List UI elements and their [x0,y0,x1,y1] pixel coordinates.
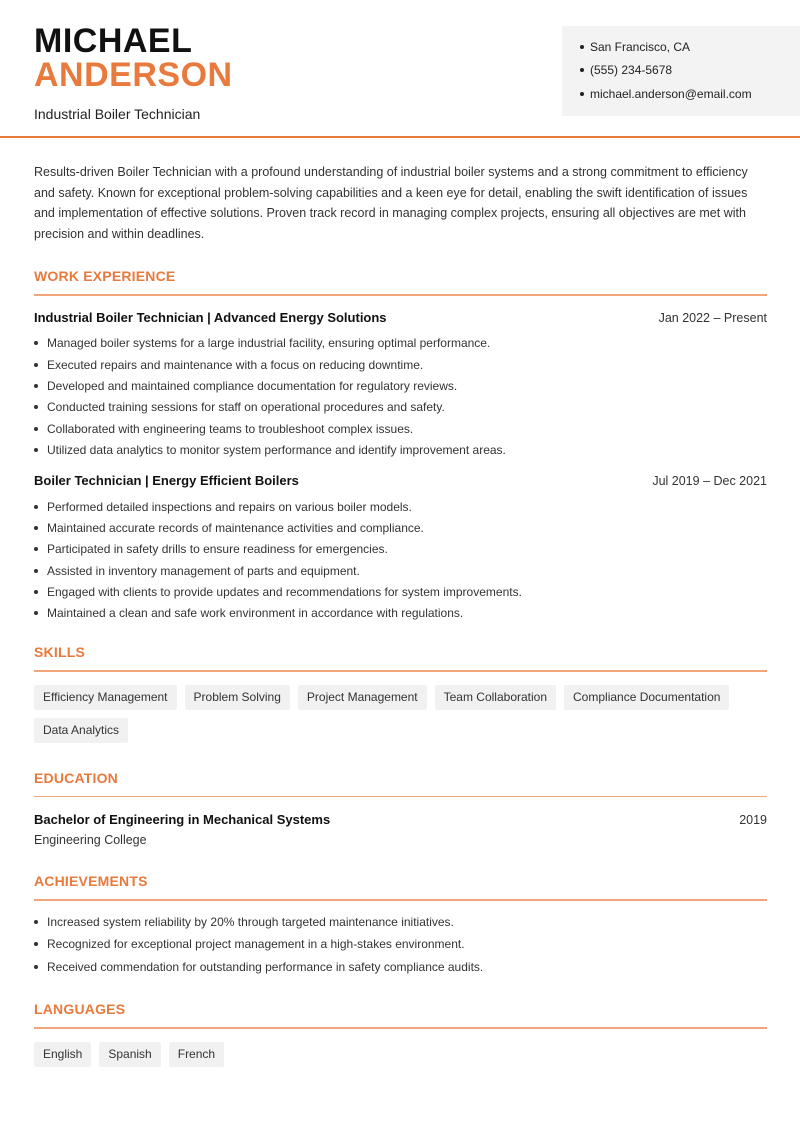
name-block [34,24,233,122]
list-item [34,496,767,517]
section-divider [34,899,767,901]
list-item [34,911,767,934]
section-divider [34,796,767,798]
job-role: Industrial Boiler Technician | Advanced Energy Solutions [34,309,387,325]
achievements-section [34,873,767,978]
job-entry [34,473,767,624]
list-item [34,956,767,979]
bullet-icon [580,92,584,96]
list-item-text: Participated in safety drills to ensure readiness for emergencies. [47,542,388,557]
list-item-text: Performed detailed inspections and repairs on various boiler models. [47,499,412,514]
job-dates: Jul 2019 – Dec 2021 [652,473,767,488]
list-item [34,354,767,375]
list-item [34,333,767,354]
language-chips [34,1042,767,1067]
bullet-icon [34,611,38,615]
section-title-achievements: ACHIEVEMENTS [34,873,148,890]
list-item [34,418,767,439]
skill-chip: Data Analytics [34,718,128,743]
bullet-icon [580,68,584,72]
job-entry [34,310,767,461]
list-item-text: Received commendation for outstanding performance in safety compliance audits. [47,959,484,974]
contact-phone [580,59,800,83]
education-header [34,812,767,827]
first-name: MICHAEL [34,22,193,60]
list-item-text: Collaborated with engineering teams to troubleshoot complex issues. [47,421,414,436]
summary: Results-driven Boiler Technician with a profound understanding of industrial boiler systems and a strong commitment to efficiency and safety. Known for exceptional problem-solving capabilities and a keen eye for detail, enabling the swift identification of issues and implementation of effective solutions. Proven track record in managing complex projects, ensuring all objectives are met with precision and within deadlines. [34,165,748,241]
job-bullets [34,496,767,624]
work-section [34,268,767,624]
list-item-text: Assisted in inventory management of parts and equipment. [47,563,360,578]
list-item-text: Utilized data analytics to monitor system performance and identify improvement areas. [47,443,506,458]
list-item-text: Recognized for exceptional project management in a high-stakes environment. [47,937,465,952]
language-chip: French [169,1042,224,1067]
section-title-education: EDUCATION [34,769,118,786]
bullet-icon [34,569,38,573]
last-name: ANDERSON [34,56,233,94]
bullet-icon [34,427,38,431]
contact-location [580,35,800,59]
languages-section [34,1001,767,1067]
language-chip: English [34,1042,91,1067]
education-section [34,770,767,848]
list-item-text: Maintained accurate records of maintenance activities and compliance. [47,520,424,535]
section-divider [34,294,767,296]
skills-chips [34,685,767,743]
section-title-languages: LANGUAGES [34,1001,126,1018]
list-item-text: Increased system reliability by 20% through targeted maintenance initiatives. [47,914,454,929]
list-item-text: Managed boiler systems for a large industrial facility, ensuring optimal performance. [47,336,491,351]
skill-chip: Compliance Documentation [564,685,729,710]
list-item [34,560,767,581]
bullet-icon [34,942,38,946]
job-header [34,473,767,488]
job-role: Boiler Technician | Energy Efficient Boilers [34,472,299,488]
contact-phone-text: (555) 234-5678 [590,63,673,78]
list-item-text: Developed and maintained compliance documentation for regulatory reviews. [47,378,458,393]
list-item-text: Executed repairs and maintenance with a focus on reducing downtime. [47,357,424,372]
resume-body [34,162,767,1067]
achievements-list [34,911,767,979]
bullet-icon [34,341,38,345]
list-item-text: Engaged with clients to provide updates and recommendations for system improvements. [47,585,522,600]
bullet-icon [34,405,38,409]
section-title-work: WORK EXPERIENCE [34,268,176,284]
contact-email-text: michael.anderson@email.com [590,86,752,101]
list-item [34,517,767,538]
section-title-skills: SKILLS [34,644,85,661]
contact-email [580,82,800,106]
bullet-icon [34,965,38,969]
job-title: Industrial Boiler Technician [34,106,201,122]
bullet-icon [34,505,38,509]
section-divider [34,670,767,672]
bullet-icon [580,45,584,49]
education-school: Engineering College [34,833,147,848]
job-dates: Jan 2022 – Present [658,310,767,325]
bullet-icon [34,920,38,924]
section-divider [34,1027,767,1029]
list-item [34,375,767,396]
list-item [34,581,767,602]
list-item [34,439,767,460]
education-degree: Bachelor of Engineering in Mechanical Systems [34,812,331,828]
skills-section [34,644,767,743]
education-year: 2019 [739,813,767,828]
contact-box [562,26,800,116]
list-item [34,603,767,624]
list-item-text: Maintained a clean and safe work environment in accordance with regulations. [47,606,464,621]
bullet-icon [34,526,38,530]
list-item [34,539,767,560]
resume-header [0,0,800,138]
bullet-icon [34,547,38,551]
list-item [34,933,767,956]
bullet-icon [34,448,38,452]
list-item [34,397,767,418]
bullet-icon [34,363,38,367]
contact-location-text: San Francisco, CA [590,39,691,54]
skill-chip: Problem Solving [185,685,290,710]
skill-chip: Efficiency Management [34,685,177,710]
job-bullets [34,333,767,461]
skill-chip: Team Collaboration [435,685,556,710]
bullet-icon [34,590,38,594]
language-chip: Spanish [99,1042,160,1067]
list-item-text: Conducted training sessions for staff on operational procedures and safety. [47,400,445,415]
skill-chip: Project Management [298,685,427,710]
job-header [34,310,767,325]
bullet-icon [34,384,38,388]
